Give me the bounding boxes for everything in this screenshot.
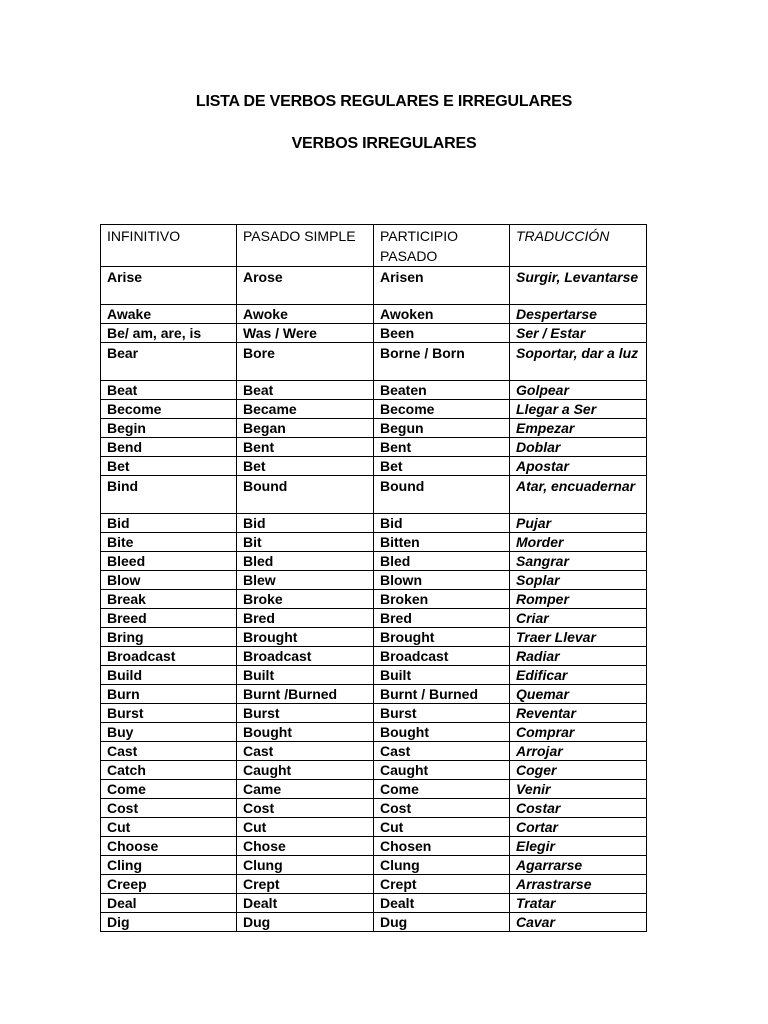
cell-traduccion: Atar, encuadernar [510,476,647,514]
cell-traduccion: Surgir, Levantarse [510,267,647,305]
table-row [101,552,647,571]
cell-participio-pasado: Burnt / Burned [374,685,510,704]
table-row [101,704,647,723]
cell-participio-pasado: Dealt [374,894,510,913]
cell-participio-pasado: Bound [374,476,510,514]
cell-infinitivo: Bet [101,457,237,476]
cell-traduccion: Elegir [510,837,647,856]
cell-infinitivo: Bind [101,476,237,514]
table-row [101,267,647,305]
cell-pasado-simple: Cut [237,818,374,837]
cell-traduccion: Doblar [510,438,647,457]
table-row [101,514,647,533]
table-row [101,628,647,647]
cell-participio-pasado: Bled [374,552,510,571]
cell-pasado-simple: Cast [237,742,374,761]
cell-participio-pasado: Bet [374,457,510,476]
cell-pasado-simple: Cost [237,799,374,818]
cell-traduccion: Morder [510,533,647,552]
table-row [101,533,647,552]
cell-infinitivo: Blow [101,571,237,590]
cell-infinitivo: Creep [101,875,237,894]
cell-traduccion: Golpear [510,381,647,400]
header-traduccion: TRADUCCIÓN [510,225,647,267]
cell-infinitivo: Burst [101,704,237,723]
cell-pasado-simple: Broke [237,590,374,609]
cell-traduccion: Costar [510,799,647,818]
cell-pasado-simple: Became [237,400,374,419]
cell-pasado-simple: Bled [237,552,374,571]
table-row [101,476,647,514]
cell-traduccion: Radiar [510,647,647,666]
section-title: VERBOS IRREGULARES [291,135,477,152]
cell-infinitivo: Buy [101,723,237,742]
header-pasado-simple: PASADO SIMPLE [237,225,374,267]
cell-pasado-simple: Clung [237,856,374,875]
cell-pasado-simple: Dug [237,913,374,932]
cell-pasado-simple: Blew [237,571,374,590]
cell-participio-pasado: Broken [374,590,510,609]
cell-pasado-simple: Bid [237,514,374,533]
cell-pasado-simple: Began [237,419,374,438]
cell-traduccion: Romper [510,590,647,609]
table-row [101,438,647,457]
cell-pasado-simple: Bought [237,723,374,742]
cell-pasado-simple: Arose [237,267,374,305]
cell-pasado-simple: Bore [237,343,374,381]
cell-infinitivo: Bleed [101,552,237,571]
cell-participio-pasado: Bitten [374,533,510,552]
cell-traduccion: Agarrarse [510,856,647,875]
cell-infinitivo: Come [101,780,237,799]
document-title: LISTA DE VERBOS REGULARES E IRREGULARES [195,93,573,110]
cell-participio-pasado: Dug [374,913,510,932]
cell-participio-pasado: Broadcast [374,647,510,666]
cell-traduccion: Pujar [510,514,647,533]
cell-pasado-simple: Crept [237,875,374,894]
table-row [101,799,647,818]
table-row [101,837,647,856]
cell-pasado-simple: Built [237,666,374,685]
table-body [101,267,647,932]
cell-pasado-simple: Came [237,780,374,799]
cell-pasado-simple: Broadcast [237,647,374,666]
cell-traduccion: Sangrar [510,552,647,571]
table-row [101,685,647,704]
cell-pasado-simple: Brought [237,628,374,647]
cell-pasado-simple: Chose [237,837,374,856]
cell-participio-pasado: Blown [374,571,510,590]
cell-infinitivo: Dig [101,913,237,932]
cell-pasado-simple: Bit [237,533,374,552]
cell-infinitivo: Beat [101,381,237,400]
cell-traduccion: Empezar [510,419,647,438]
cell-infinitivo: Deal [101,894,237,913]
cell-participio-pasado: Bid [374,514,510,533]
cell-pasado-simple: Caught [237,761,374,780]
cell-pasado-simple: Bent [237,438,374,457]
cell-participio-pasado: Beaten [374,381,510,400]
cell-participio-pasado: Bent [374,438,510,457]
cell-infinitivo: Bite [101,533,237,552]
cell-participio-pasado: Cut [374,818,510,837]
table-row [101,343,647,381]
table-row [101,381,647,400]
cell-traduccion: Comprar [510,723,647,742]
table-row [101,571,647,590]
table-row [101,324,647,343]
table-row [101,761,647,780]
table-row [101,419,647,438]
cell-pasado-simple: Awoke [237,305,374,324]
table-row [101,742,647,761]
cell-participio-pasado: Awoken [374,305,510,324]
cell-participio-pasado: Built [374,666,510,685]
cell-infinitivo: Cling [101,856,237,875]
cell-infinitivo: Cost [101,799,237,818]
cell-participio-pasado: Caught [374,761,510,780]
cell-pasado-simple: Bet [237,457,374,476]
cell-pasado-simple: Beat [237,381,374,400]
cell-infinitivo: Break [101,590,237,609]
cell-traduccion: Criar [510,609,647,628]
table-row [101,305,647,324]
table-row [101,894,647,913]
cell-participio-pasado: Burst [374,704,510,723]
cell-pasado-simple: Was / Were [237,324,374,343]
cell-participio-pasado: Cast [374,742,510,761]
cell-traduccion: Cavar [510,913,647,932]
cell-infinitivo: Awake [101,305,237,324]
table-row [101,875,647,894]
cell-pasado-simple: Burst [237,704,374,723]
cell-participio-pasado: Become [374,400,510,419]
cell-participio-pasado: Clung [374,856,510,875]
cell-participio-pasado: Arisen [374,267,510,305]
cell-traduccion: Quemar [510,685,647,704]
cell-traduccion: Soportar, dar a luz [510,343,647,381]
table-row [101,818,647,837]
table-row [101,609,647,628]
header-participio-pasado: PARTICIPIO PASADO [374,225,510,267]
cell-infinitivo: Breed [101,609,237,628]
cell-pasado-simple: Burnt /Burned [237,685,374,704]
table-header-row [101,225,647,267]
cell-traduccion: Apostar [510,457,647,476]
cell-participio-pasado: Crept [374,875,510,894]
cell-infinitivo: Be/ am, are, is [101,324,237,343]
cell-infinitivo: Build [101,666,237,685]
cell-infinitivo: Cast [101,742,237,761]
cell-infinitivo: Cut [101,818,237,837]
table-row [101,647,647,666]
table-row [101,780,647,799]
cell-infinitivo: Become [101,400,237,419]
cell-participio-pasado: Come [374,780,510,799]
cell-traduccion: Coger [510,761,647,780]
cell-participio-pasado: Begun [374,419,510,438]
cell-participio-pasado: Bought [374,723,510,742]
cell-infinitivo: Begin [101,419,237,438]
cell-pasado-simple: Bound [237,476,374,514]
table-row [101,590,647,609]
cell-participio-pasado: Borne / Born [374,343,510,381]
cell-infinitivo: Choose [101,837,237,856]
cell-pasado-simple: Dealt [237,894,374,913]
table-row [101,856,647,875]
table-row [101,913,647,932]
cell-infinitivo: Broadcast [101,647,237,666]
table-row [101,723,647,742]
cell-traduccion: Edificar [510,666,647,685]
cell-participio-pasado: Brought [374,628,510,647]
irregular-verbs-table [100,224,647,932]
cell-infinitivo: Arise [101,267,237,305]
cell-infinitivo: Bring [101,628,237,647]
table-row [101,666,647,685]
cell-participio-pasado: Cost [374,799,510,818]
cell-infinitivo: Bid [101,514,237,533]
cell-infinitivo: Bear [101,343,237,381]
cell-traduccion: Llegar a Ser [510,400,647,419]
cell-traduccion: Tratar [510,894,647,913]
cell-traduccion: Venir [510,780,647,799]
cell-infinitivo: Burn [101,685,237,704]
cell-traduccion: Arrastrarse [510,875,647,894]
cell-traduccion: Cortar [510,818,647,837]
cell-participio-pasado: Bred [374,609,510,628]
cell-traduccion: Reventar [510,704,647,723]
cell-traduccion: Soplar [510,571,647,590]
cell-infinitivo: Catch [101,761,237,780]
cell-traduccion: Arrojar [510,742,647,761]
cell-traduccion: Traer Llevar [510,628,647,647]
header-infinitivo: INFINITIVO [101,225,237,267]
cell-infinitivo: Bend [101,438,237,457]
table-row [101,400,647,419]
cell-participio-pasado: Been [374,324,510,343]
cell-traduccion: Ser / Estar [510,324,647,343]
table-row [101,457,647,476]
cell-participio-pasado: Chosen [374,837,510,856]
cell-traduccion: Despertarse [510,305,647,324]
cell-pasado-simple: Bred [237,609,374,628]
